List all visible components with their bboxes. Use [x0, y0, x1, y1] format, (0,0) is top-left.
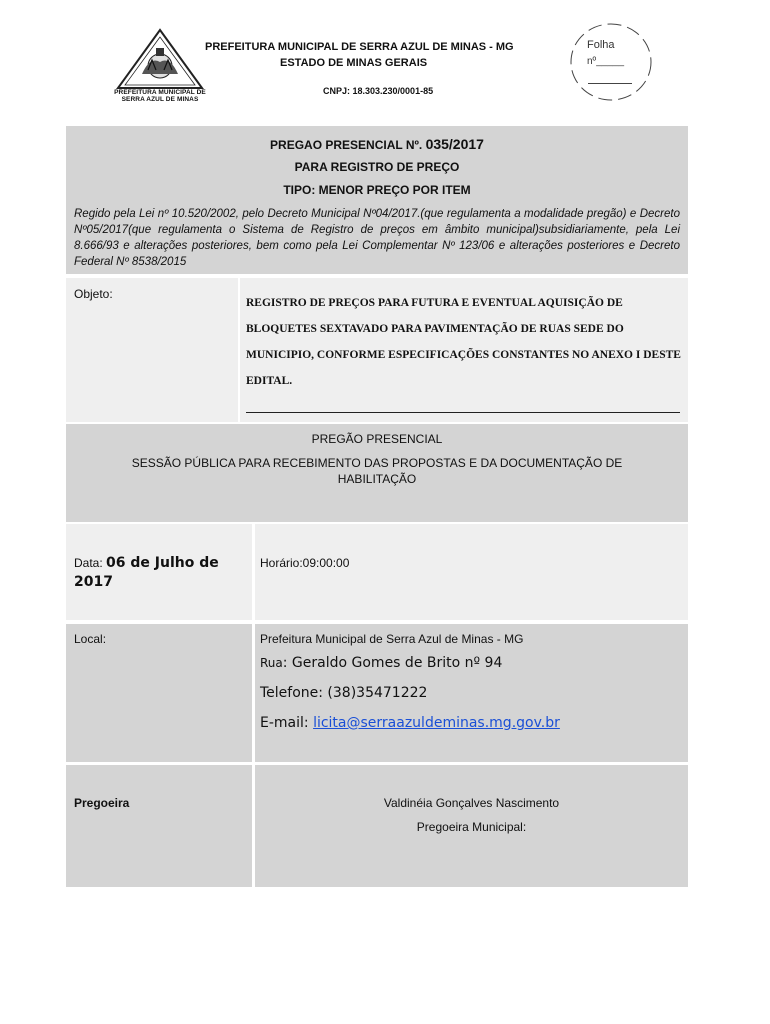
logo-caption-line-2: SERRA AZUL DE MINAS: [121, 96, 199, 103]
cnpj: CNPJ: 18.303.230/0001-85: [323, 86, 434, 96]
stamp-folha-label: Folha: [587, 39, 615, 51]
stamp-number-field: nº_____: [587, 56, 625, 67]
registro-de-preco: PARA REGISTRO DE PREÇO: [294, 160, 460, 174]
pregoeira-label-cell: [66, 765, 252, 887]
objeto-divider: [246, 412, 680, 413]
state-name: ESTADO DE MINAS GERAIS: [280, 57, 428, 69]
pregao-prefix: PREGAO PRESENCIAL Nº.: [270, 138, 426, 152]
local-address: [260, 655, 502, 671]
pregoeira-name: Valdinéia Gonçalves Nascimento: [383, 796, 560, 810]
stamp-underline: [588, 83, 632, 84]
sessao-text: SESSÃO PÚBLICA PARA RECEBIMENTO DAS PROPOSTAS E DA DOCUMENTAÇÃO DE HABILITAÇÃO: [131, 456, 623, 486]
email-link[interactable]: licita@serraazuldeminas.mg.gov.br: [313, 715, 560, 731]
local-telefone: Telefone: (38)35471222: [260, 685, 428, 701]
local-label-cell: [66, 624, 252, 762]
rua-value: : Geraldo Gomes de Brito nº 94: [282, 655, 503, 671]
pregoeira-details-cell: [255, 765, 688, 887]
pregoeira-role: Pregoeira Municipal:: [416, 820, 527, 834]
sessao-title: PREGÃO PRESENCIAL: [311, 432, 443, 446]
tipo-criterio: TIPO: MENOR PREÇO POR ITEM: [283, 183, 471, 197]
legal-basis-text: Regido pela Lei nº 10.520/2002, pelo Decreto Municipal Nº04/2017.(que regulamenta a modalidade pregão) e Decreto Nº05/2017(que regulamenta o Sistema de Registro de preços em âmbito municipal)subsidiariamente, pela Lei 8.666/93 e alterações posteriores, bem como pela Lei Complementar Nº 123/06 e alterações posteriores e Decreto Federal Nº 8538/2015: [74, 208, 680, 268]
objeto-text-cell: [240, 278, 688, 422]
logo-caption-line-1: PREFEITURA MUNICIPAL DE: [114, 89, 206, 96]
objeto-text: REGISTRO DE PREÇOS PARA FUTURA E EVENTUAL AQUISIÇÃO DE BLOQUETES SEXTAVADO PARA PAVIMENTAÇÃO DE RUAS SEDE DO MUNICIPIO, CONFORME ESPECIFICAÇÕES CONSTANTES NO ANEXO I DESTE EDITAL.: [246, 297, 681, 387]
sessao-panel: [66, 424, 688, 522]
title-panel: [66, 126, 688, 274]
rua-label: Rua: [260, 656, 283, 670]
document-header: [0, 0, 770, 120]
org-name: PREFEITURA MUNICIPAL DE SERRA AZUL DE MINAS - MG: [205, 41, 514, 53]
session-date: [74, 554, 246, 592]
date-label: Data:: [74, 556, 107, 570]
email-label: E-mail:: [260, 715, 314, 731]
local-email: [260, 715, 560, 731]
pregao-number: 035/2017: [425, 136, 484, 152]
local-place: Prefeitura Municipal de Serra Azul de Minas - MG: [260, 632, 524, 646]
pregoeira-label: Pregoeira: [74, 796, 130, 810]
logo-caption: [112, 89, 208, 103]
date-value: 06 de Julho de 2017: [74, 555, 219, 590]
objeto-label-cell: [66, 278, 238, 422]
objeto-label: Objeto:: [74, 287, 113, 301]
date-cell: [66, 524, 252, 620]
local-details-cell: [255, 624, 688, 762]
local-label: Local:: [74, 632, 107, 646]
pregao-title: [66, 136, 688, 152]
time-cell: [255, 524, 688, 620]
session-time: Horário:09:00:00: [260, 556, 350, 570]
